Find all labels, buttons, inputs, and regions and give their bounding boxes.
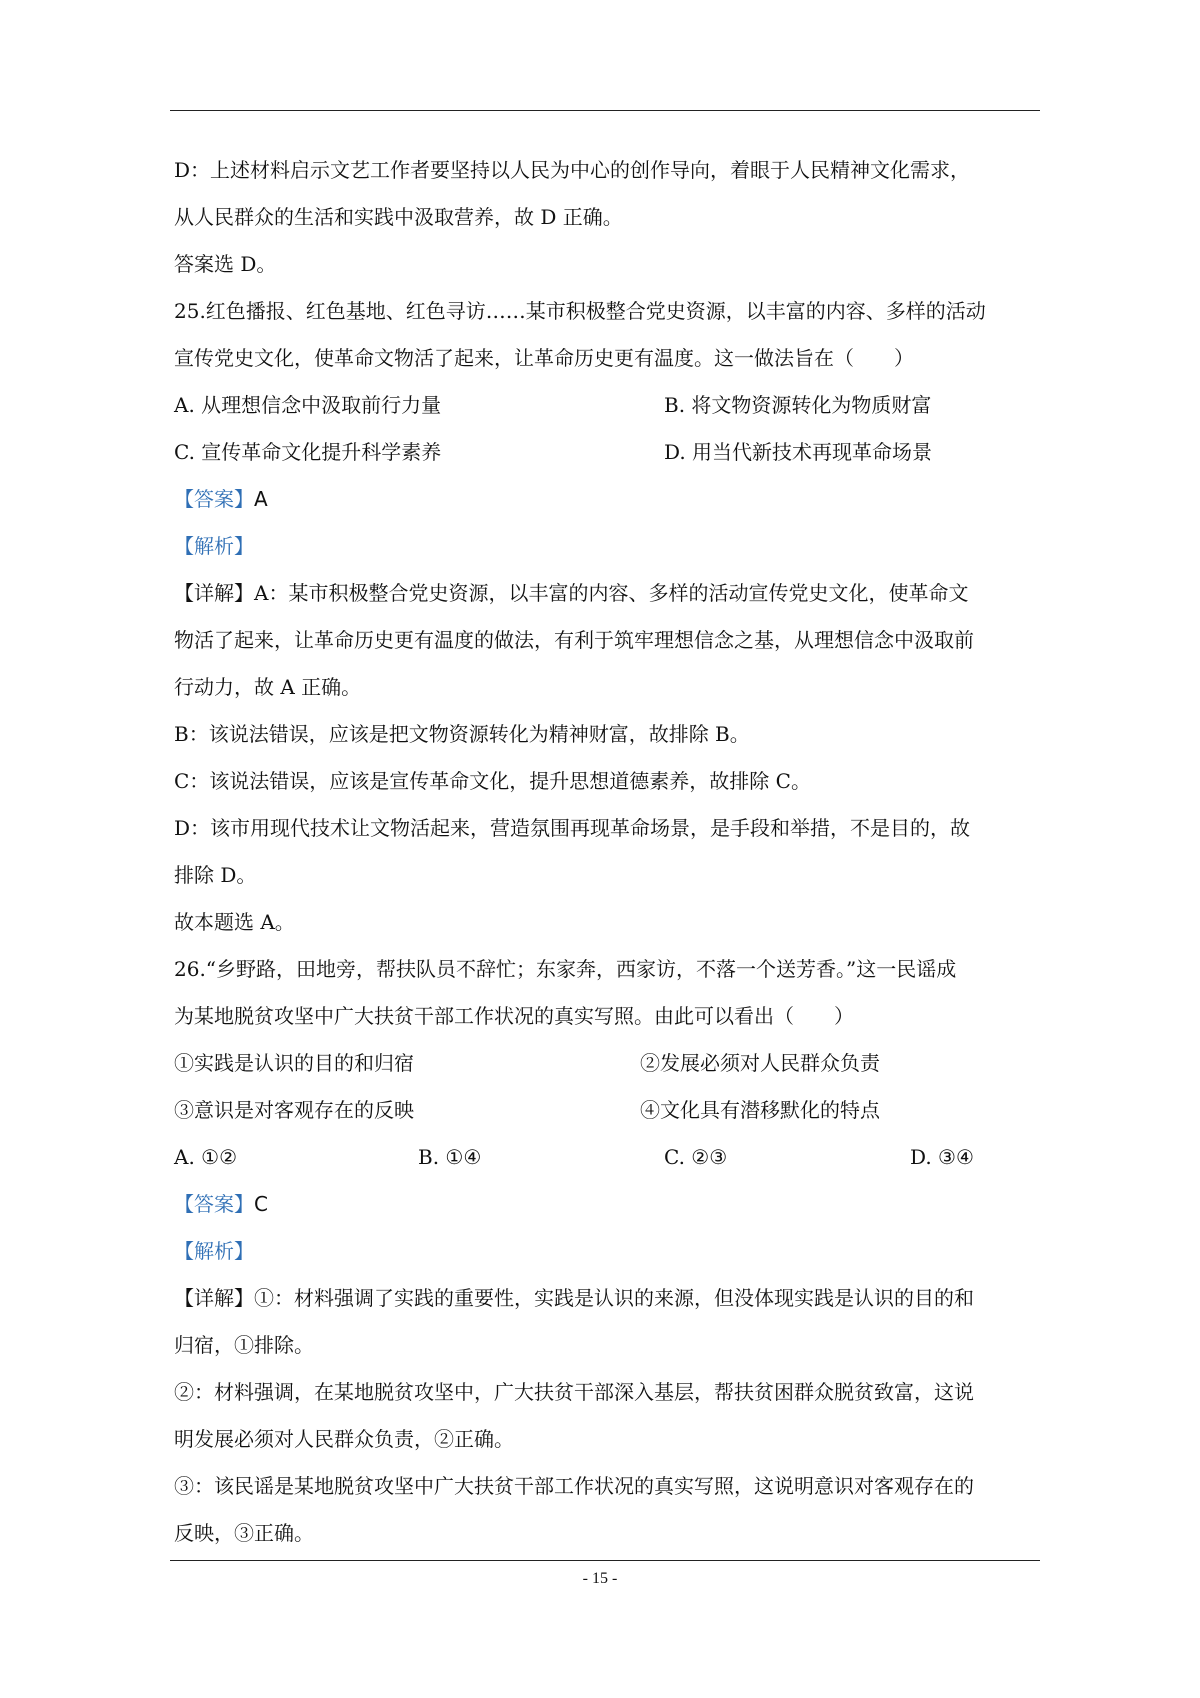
q26-option-c: C. ②③: [664, 1145, 728, 1169]
q25-analysis-tag: 【解析】: [174, 534, 254, 558]
q26-point-3-line-1: ③：该民谣是某地脱贫攻坚中广大扶贫干部工作状况的真实写照，这说明意识对客观存在的: [174, 1474, 974, 1498]
q26-answer-tag: 【答案】: [174, 1192, 254, 1216]
q26-statement-4: ④文化具有潜移默化的特点: [640, 1098, 880, 1122]
q25-option-d: D. 用当代新技术再现革命场景: [664, 440, 933, 464]
q25-stem-line-2: 宣传党史文化，使革命文物活了起来，让革命历史更有温度。这一做法旨在（ ）: [174, 346, 914, 370]
q26-statement-1: ①实践是认识的目的和归宿: [174, 1051, 414, 1075]
q25-detail-line-2: 物活了起来，让革命历史更有温度的做法，有利于筑牢理想信念之基，从理想信念中汲取前: [174, 628, 974, 652]
q26-option-d: D. ③④: [910, 1145, 974, 1169]
q25-answer: [174, 485, 268, 513]
q26-point-3-line-2: 反映，③正确。: [174, 1521, 314, 1545]
q25-detail-d-line-2: 排除 D。: [174, 863, 257, 887]
q25-answer-value: A: [254, 487, 268, 511]
q25-detail-b: B：该说法错误，应该是把文物资源转化为精神财富，故排除 B。: [174, 722, 750, 746]
q26-point-2-line-1: ②：材料强调，在某地脱贫攻坚中，广大扶贫干部深入基层，帮扶贫困群众脱贫致富，这说: [174, 1380, 974, 1404]
footer-rule: [170, 1560, 1040, 1561]
q26-analysis-tag: 【解析】: [174, 1239, 254, 1263]
q26-option-b: B. ①④: [418, 1145, 482, 1169]
q26-option-a: A. ①②: [174, 1145, 238, 1169]
q25-detail-d-line-1: D：该市用现代技术让文物活起来，营造氛围再现革命场景，是手段和举措，不是目的，故: [174, 816, 971, 840]
q25-answer-tag: 【答案】: [174, 487, 254, 511]
prev-d-line-2: 从人民群众的生活和实践中汲取营养，故 D 正确。: [174, 205, 623, 229]
q26-stem-line-2: 为某地脱贫攻坚中广大扶贫干部工作状况的真实写照。由此可以看出（ ）: [174, 1004, 854, 1028]
q25-option-b: B. 将文物资源转化为物质财富: [664, 393, 932, 417]
q25-detail-line-1: 【详解】A：某市积极整合党史资源，以丰富的内容、多样的活动宣传党史文化，使革命文: [174, 581, 969, 605]
prev-d-line-1: D：上述材料启示文艺工作者要坚持以人民为中心的创作导向，着眼于人民精神文化需求，: [174, 158, 971, 182]
q26-answer-value: C: [254, 1192, 268, 1216]
q26-detail-line-2: 归宿，①排除。: [174, 1333, 314, 1357]
q25-option-a: A. 从理想信念中汲取前行力量: [174, 393, 442, 417]
q26-statement-3: ③意识是对客观存在的反映: [174, 1098, 414, 1122]
q26-answer: [174, 1190, 268, 1218]
q25-detail-line-3: 行动力，故 A 正确。: [174, 675, 362, 699]
q26-statement-2: ②发展必须对人民群众负责: [640, 1051, 880, 1075]
q25-stem-line-1: 25.红色播报、红色基地、红色寻访……某市积极整合党史资源，以丰富的内容、多样的活动: [174, 299, 986, 323]
q26-detail-line-1: 【详解】①：材料强调了实践的重要性，实践是认识的来源，但没体现实践是认识的目的和: [174, 1286, 974, 1310]
q26-point-2-line-2: 明发展必须对人民群众负责，②正确。: [174, 1427, 514, 1451]
q25-detail-c: C：该说法错误，应该是宣传革命文化，提升思想道德素养，故排除 C。: [174, 769, 811, 793]
q26-stem-line-1: 26.“乡野路，田地旁，帮扶队员不辞忙；东家奔，西家访，不落一个送芳香。”这一民谣成: [174, 957, 957, 981]
header-rule: [170, 110, 1040, 111]
q25-conclusion: 故本题选 A。: [174, 910, 295, 934]
prev-answer-select: 答案选 D。: [174, 252, 277, 276]
q25-option-c: C. 宣传革命文化提升科学素养: [174, 440, 442, 464]
page-number: - 15 -: [582, 1570, 618, 1587]
